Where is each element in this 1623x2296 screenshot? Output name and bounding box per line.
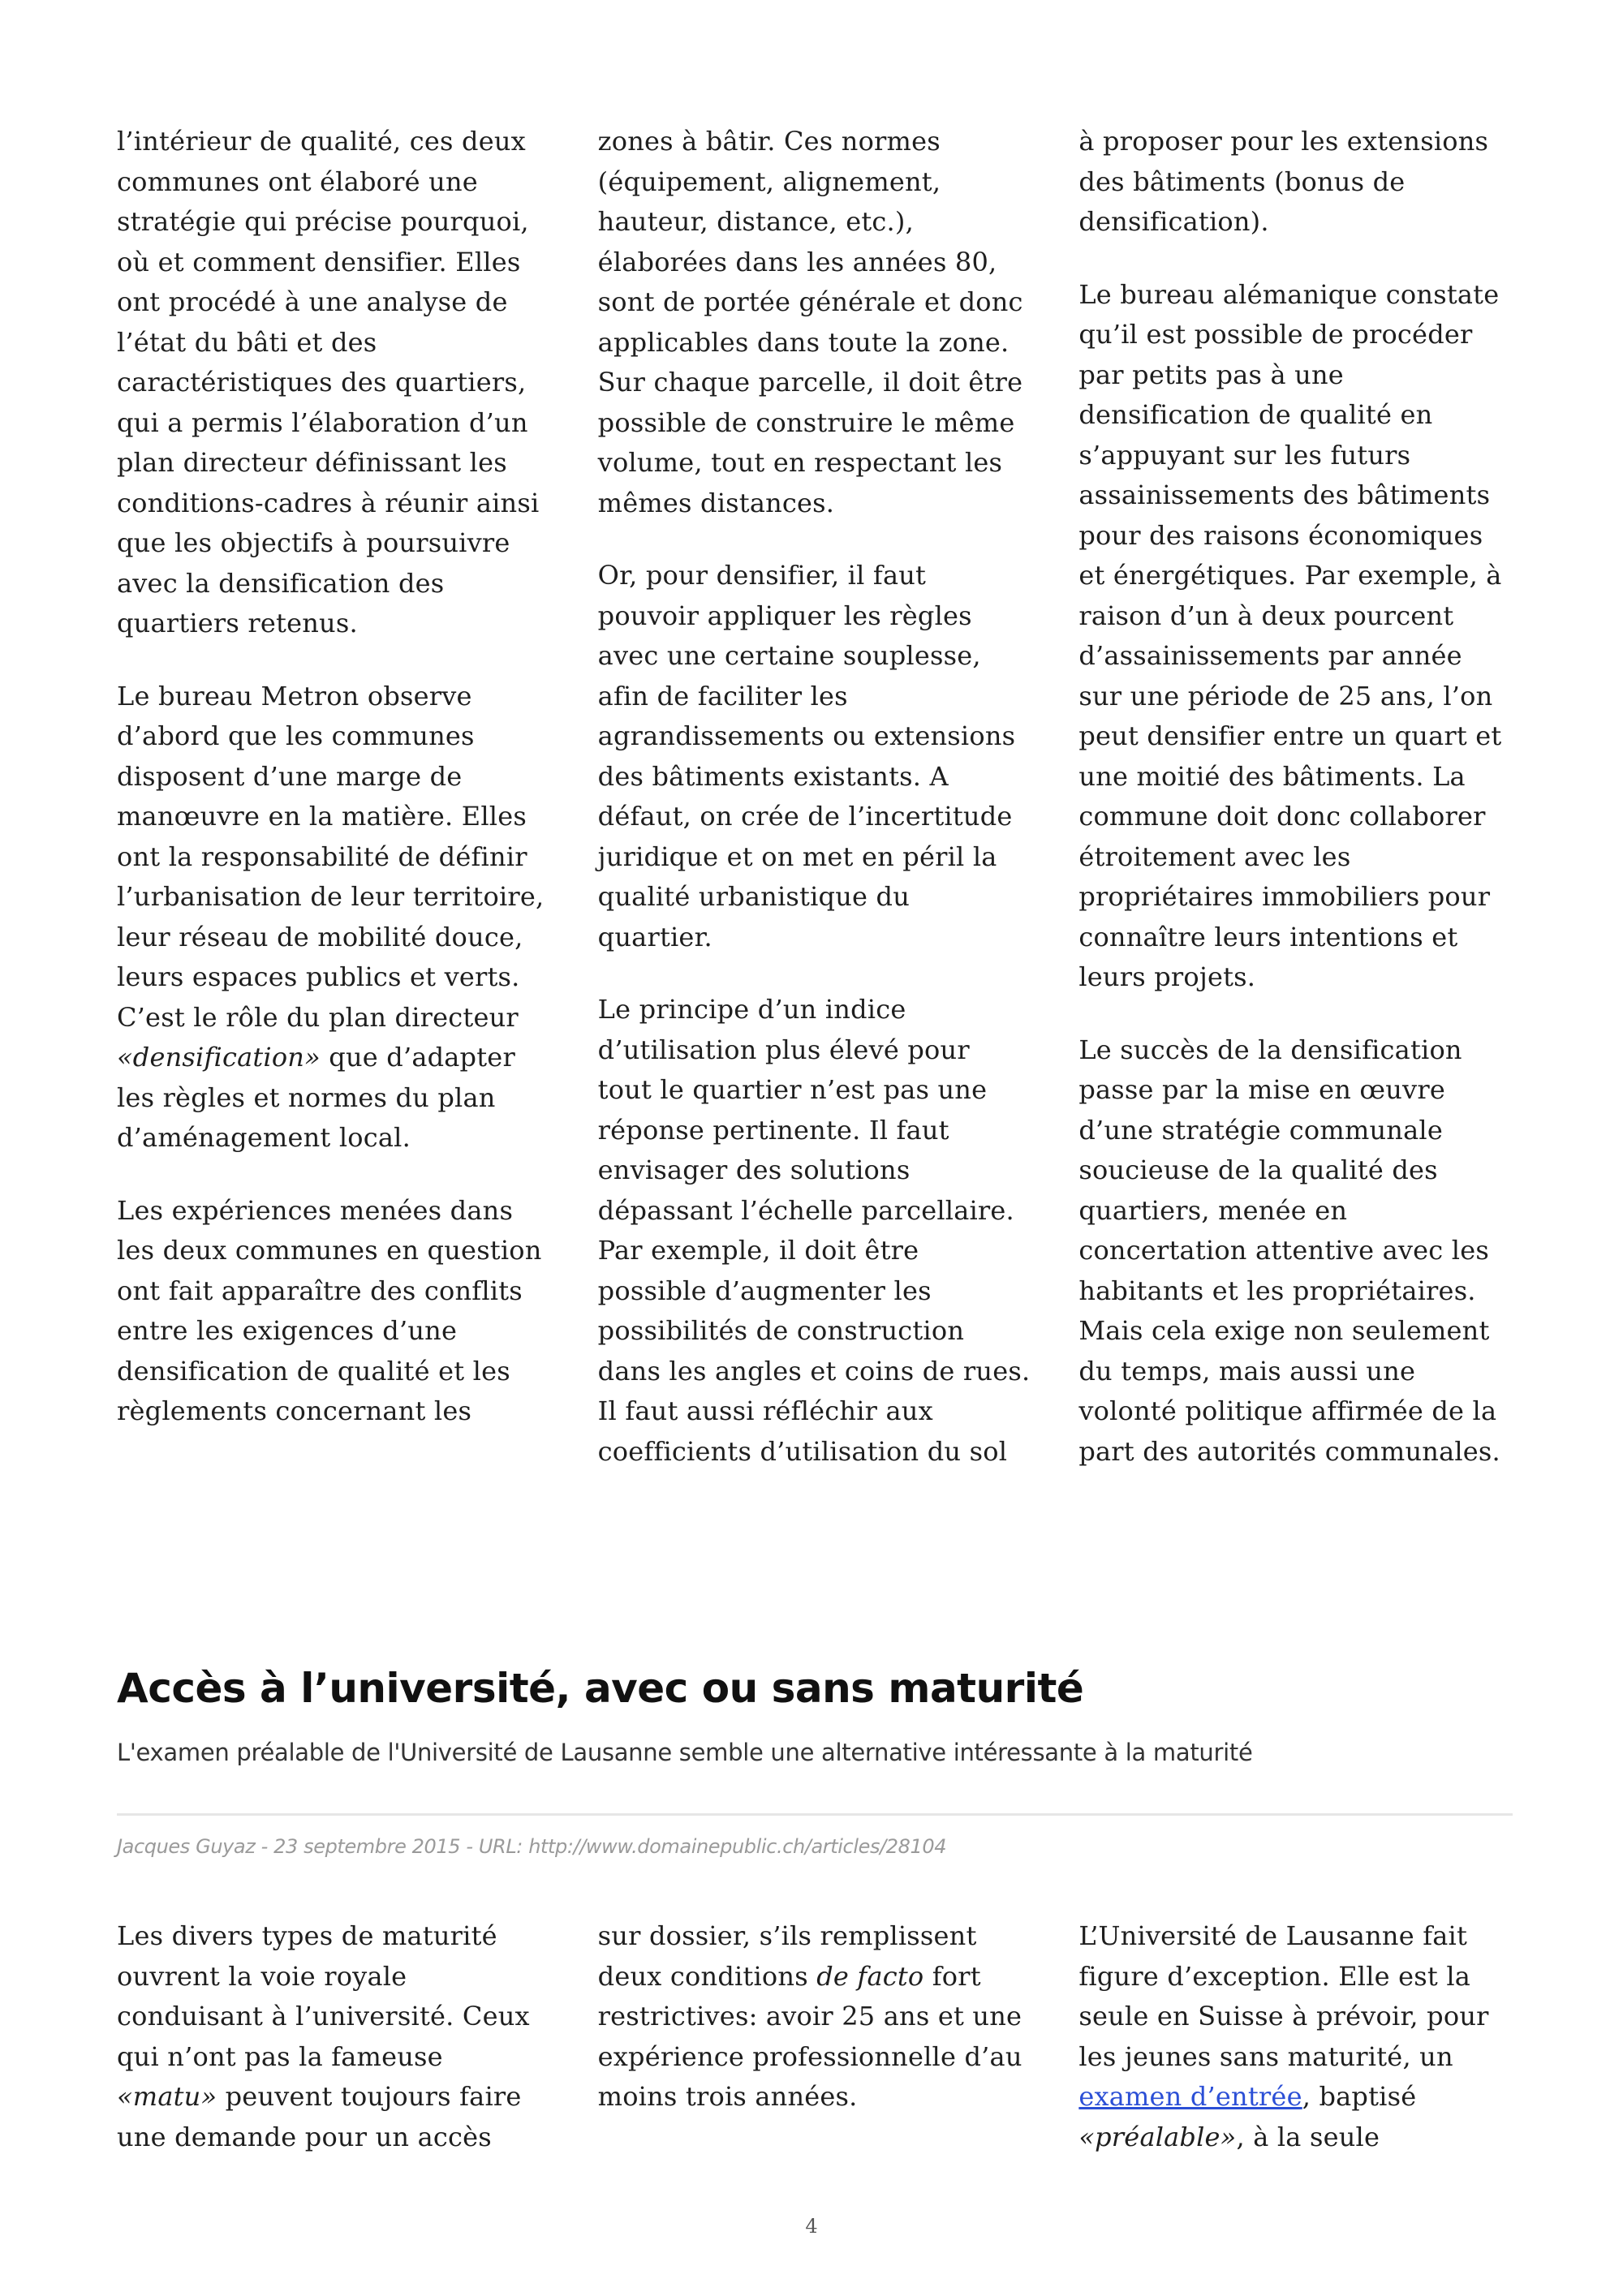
text-run: , à la seule: [1236, 2121, 1380, 2152]
emphasis-text: «densification»: [117, 1042, 321, 1073]
paragraph: [117, 677, 551, 1159]
continued-article-body: [117, 122, 1513, 1504]
paragraph: Le bureau alémanique constate qu’il est possible de procéder par petits pas à une densification de qualité en s’appuyant sur les futurs assainissements des bâtiments pour des raisons économiques et énergétiques. Par exemple, à raison d’un à deux pourcent d’assainissements par année sur une période de 25 ans, l’on peut densifier entre un quart et une moitié des bâtiments. La commune doit donc collaborer étroitement avec les propriétaires immobiliers pour connaître leurs intentions et leurs projets.: [1078, 278, 1502, 992]
emphasis-text: «matu»: [117, 2081, 217, 2112]
paragraph: Or, pour densifier, il faut pouvoir appliquer les règles avec une certaine souplesse, afin de faciliter les agrandissements ou extensions des bâtiments existants. A défaut, on crée de l’incertitude juridique et on met en péril la qualité urbanistique du quartier.: [597, 560, 1016, 952]
divider: [117, 1813, 1513, 1816]
article-title: Accès à l’université, avec ou sans maturité: [117, 1665, 1084, 1712]
text-run: sur dossier, s’ils remplissent deux conditions: [597, 1920, 977, 1992]
paragraph: [117, 1916, 551, 2157]
emphasis-text: «préalable»: [1078, 2121, 1237, 2152]
paragraph: Le principe d’un indice d’utilisation plus élevé pour tout le quartier n’est pas une réponse pertinente. Il faut envisager des solutions dépassant l’échelle parcellaire. Par exemple, il doit être possible d’augmenter les possibilités de construction dans les angles et coins de rues. Il faut aussi réfléchir aux coefficients d’utilisation du sol: [597, 994, 1031, 1467]
paragraph: [1078, 1916, 1513, 2157]
article-subtitle: L'examen préalable de l'Université de Lausanne semble une alternative intéressante à la maturité: [117, 1739, 1253, 1766]
text-run: Le bureau Metron observe d’abord que les communes disposent d’une marge de manœuvre en la matière. Elles ont la responsabilité de définir l’urbanisation de leur territoire, leur réseau de mobilité douce, leurs espaces publics et verts. C’est le rôle du plan directeur: [117, 680, 545, 1033]
article-byline: Jacques Guyaz - 23 septembre 2015 - URL: http://www.domainepublic.ch/articles/28104: [117, 1835, 947, 1858]
paragraph: [598, 1916, 1032, 2118]
text-run: que d’adapter les règles et normes du plan d’aménagement local.: [117, 1042, 515, 1153]
paragraph: Le succès de la densification passe par la mise en œuvre d’une stratégie communale soucieuse de la qualité des quartiers, menée en concertation attentive avec les habitants et les propriétaires. Mais cela exige non seulement du temps, mais aussi une volonté politique affirmée de la part des autorités communales.: [1078, 1034, 1500, 1467]
text-column-1: [117, 122, 551, 1504]
emphasis-text: de facto: [816, 1960, 924, 1992]
text-run: peuvent toujours faire une demande pour un accès: [117, 2081, 522, 2152]
paragraph: zones à bâtir. Ces normes (équipement, alignement, hauteur, distance, etc.), élaborées dans les années 80, sont de portée générale et donc applicables dans toute la zone. Sur chaque parcelle, il doit être possible de construire le même volume, tout en respectant les mêmes distances.: [597, 126, 1023, 518]
exam-link[interactable]: examen d’entrée: [1078, 2081, 1302, 2112]
paragraph: à proposer pour les extensions des bâtiments (bonus de densification).: [1078, 126, 1489, 237]
page-number: 4: [805, 2215, 818, 2238]
text-run: fort restrictives: avoir 25 ans et une expérience professionnelle d’au moins trois années.: [597, 1960, 1022, 2112]
text-column-1: [117, 1916, 551, 2190]
text-column-2: [598, 122, 1032, 1504]
paragraph: Les expériences menées dans les deux communes en question ont fait apparaître des conflits entre les exigences d’une densification de qualité et les règlements concernant les: [117, 1194, 542, 1426]
text-column-3: [1078, 1916, 1513, 2190]
text-run: , baptisé: [1302, 2081, 1417, 2112]
text-column-3: [1078, 122, 1513, 1504]
text-run: Les divers types de maturité ouvrent la voie royale conduisant à l’université. Ceux qui n’ont pas la fameuse: [117, 1920, 530, 2072]
text-run: L’Université de Lausanne fait figure d’exception. Elle est la seule en Suisse à prévoir, pour les jeunes sans maturité, un: [1078, 1920, 1489, 2072]
text-column-2: [598, 1916, 1032, 2190]
article-body: [117, 1916, 1513, 2190]
paragraph: l’intérieur de qualité, ces deux communes ont élaboré une stratégie qui précise pourquoi, où et comment densifier. Elles ont procédé à une analyse de l’état du bâti et des caractéristiques des quartiers, qui a permis l’élaboration d’un plan directeur définissant les conditions-cadres à réunir ainsi que les objectifs à poursuivre avec la densification des quartiers retenus.: [117, 126, 540, 638]
